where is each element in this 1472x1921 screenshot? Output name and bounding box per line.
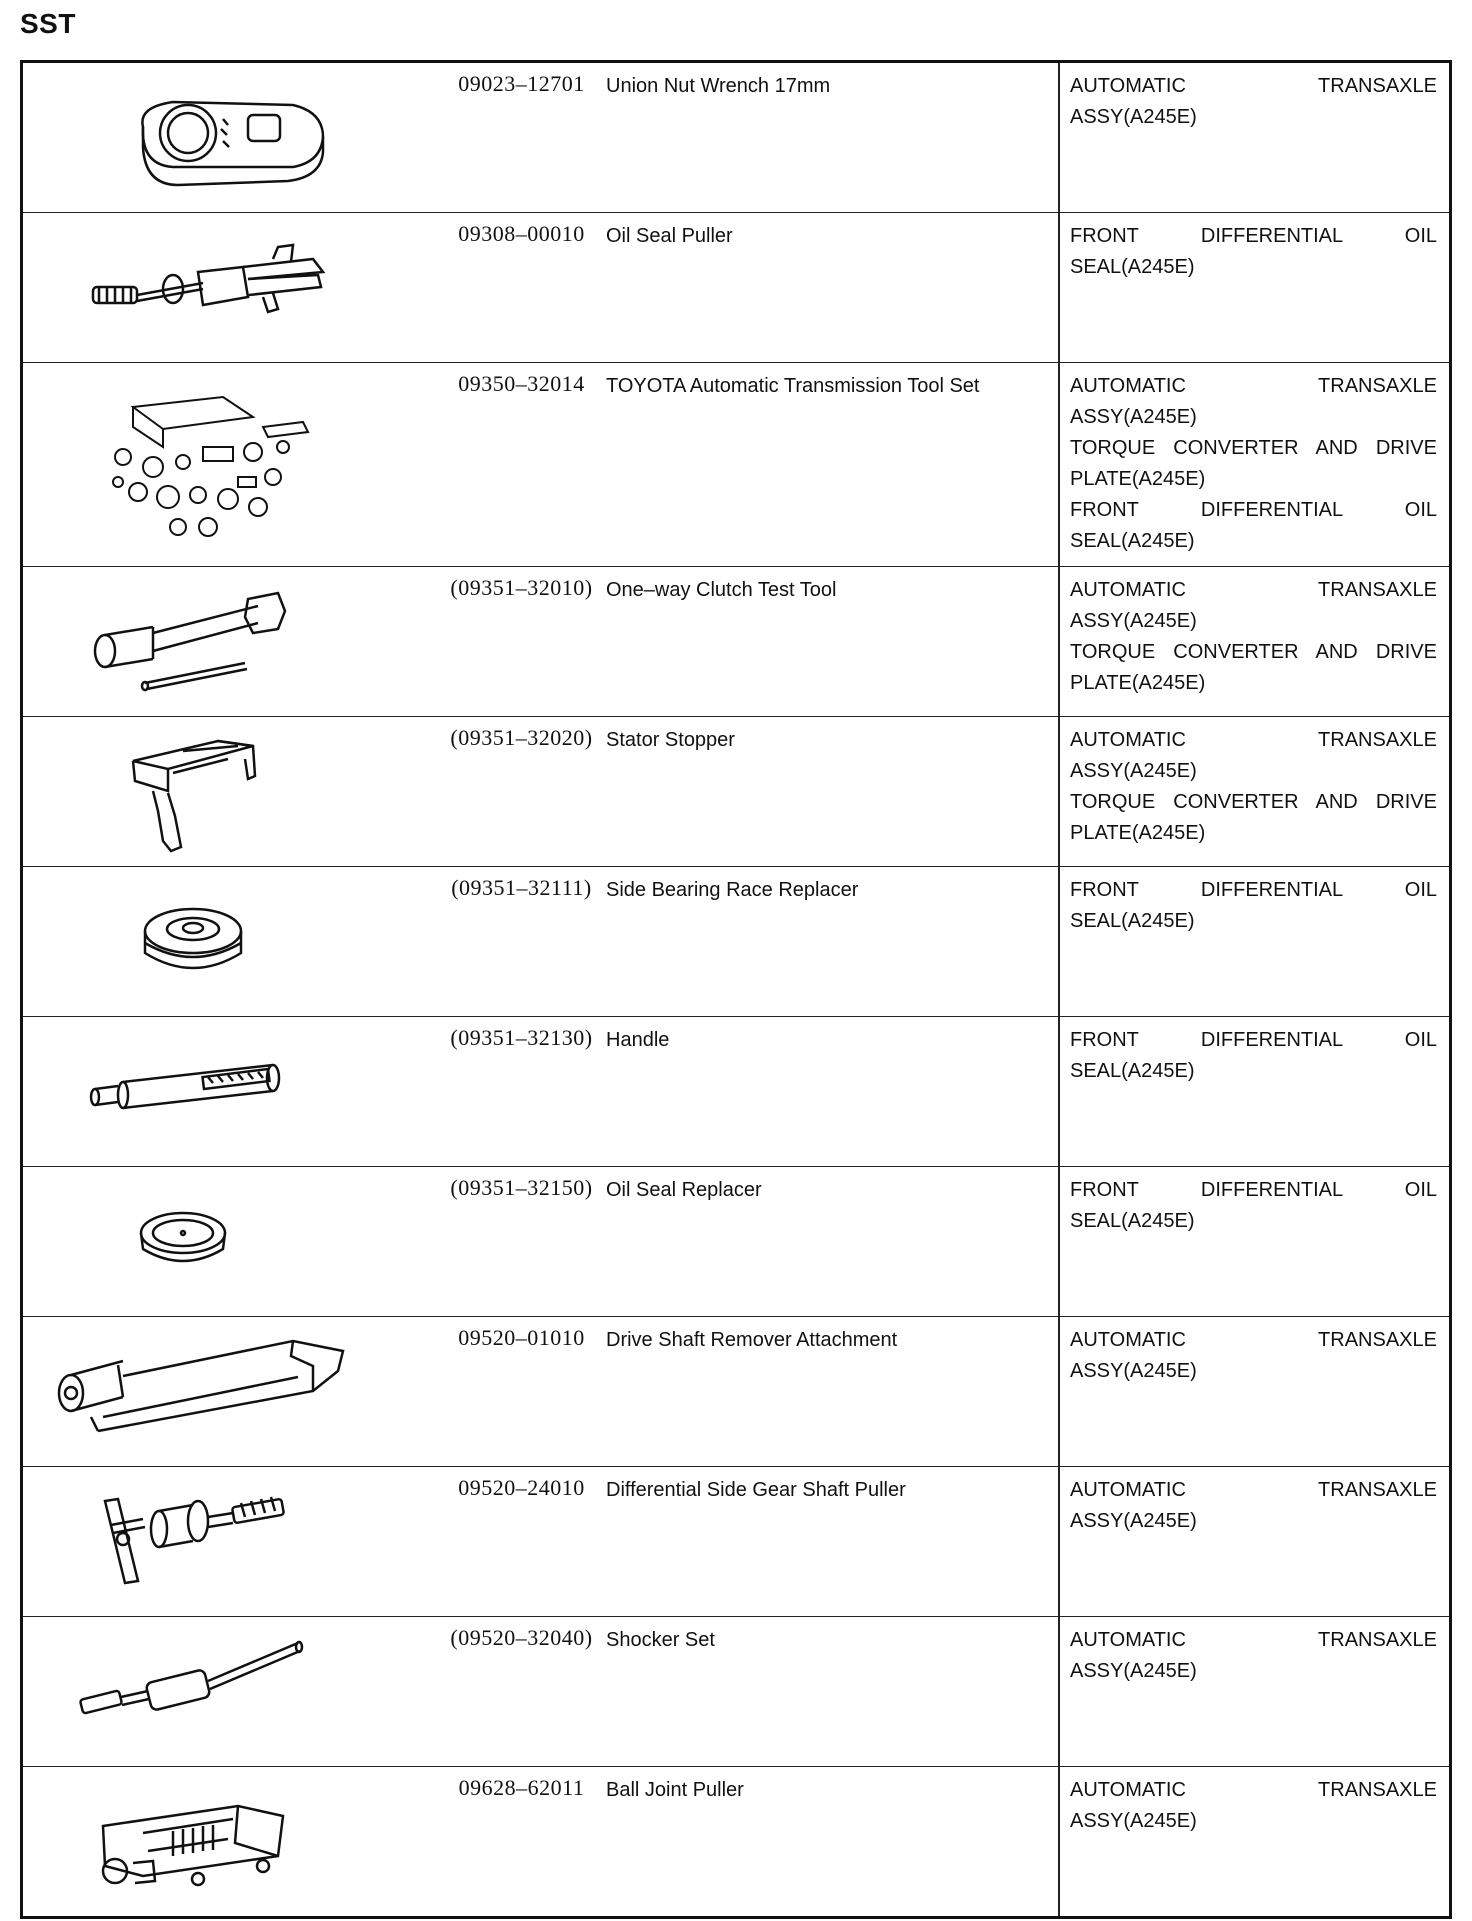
usage-reference-line: AUTOMATIC TRANSAXLE (1070, 375, 1437, 397)
usage-reference-cell (1059, 1017, 1451, 1167)
tool-name-cell (606, 1017, 1059, 1167)
part-number: 09520–01010 (458, 1325, 585, 1350)
tool-row (22, 1467, 1451, 1617)
usage-reference-line: ASSY(A245E) (1070, 610, 1197, 632)
tool-illustration-cell (22, 363, 444, 567)
tool-name: Side Bearing Race Replacer (606, 879, 859, 901)
part-number: (09351–32130) (450, 1025, 593, 1050)
usage-reference-cell (1059, 1767, 1451, 1918)
tool-name: Oil Seal Replacer (606, 1179, 762, 1201)
part-number: 09350–32014 (458, 371, 585, 396)
tool-name: TOYOTA Automatic Transmission Tool Set (606, 375, 980, 397)
tool-name: Differential Side Gear Shaft Puller (606, 1479, 906, 1501)
usage-reference-line: PLATE(A245E) (1070, 468, 1206, 490)
oil-seal-puller-icon (23, 213, 443, 362)
tool-name-cell (606, 213, 1059, 363)
usage-reference-line: ASSY(A245E) (1070, 1810, 1197, 1832)
usage-reference-line: AUTOMATIC TRANSAXLE (1070, 579, 1437, 601)
tool-name-cell (606, 1467, 1059, 1617)
tool-name-cell (606, 1167, 1059, 1317)
tool-row (22, 867, 1451, 1017)
part-number: (09351–32111) (451, 875, 592, 900)
gear-shaft-puller-icon (23, 1467, 443, 1616)
part-number-cell (443, 62, 606, 213)
part-number-cell (443, 867, 606, 1017)
tool-name-cell (606, 363, 1059, 567)
oil-seal-replacer-icon (23, 1167, 443, 1316)
part-number: 09628–62011 (458, 1775, 585, 1800)
sst-table (20, 60, 1452, 1919)
usage-reference-line: AUTOMATIC TRANSAXLE (1070, 1779, 1437, 1801)
tool-illustration-cell (22, 717, 444, 867)
usage-reference-line: SEAL(A245E) (1070, 256, 1195, 278)
usage-reference-line: FRONT DIFFERENTIAL OIL (1070, 499, 1437, 521)
usage-reference-line: FRONT DIFFERENTIAL OIL (1070, 879, 1437, 901)
usage-reference-line: TORQUE CONVERTER AND DRIVE (1070, 437, 1437, 459)
part-number-cell (443, 1767, 606, 1918)
union-nut-wrench-icon (23, 63, 443, 212)
tool-name: Stator Stopper (606, 729, 735, 751)
usage-reference-line: AUTOMATIC TRANSAXLE (1070, 1629, 1437, 1651)
part-number-cell (443, 1317, 606, 1467)
tool-name-cell (606, 1617, 1059, 1767)
usage-reference-line: AUTOMATIC TRANSAXLE (1070, 1329, 1437, 1351)
drive-shaft-attachment-icon (23, 1317, 443, 1466)
tool-name: Drive Shaft Remover Attachment (606, 1329, 898, 1351)
tool-illustration-cell (22, 213, 444, 363)
stator-stopper-icon (23, 717, 443, 866)
usage-reference-line: FRONT DIFFERENTIAL OIL (1070, 225, 1437, 247)
tool-row (22, 1767, 1451, 1918)
usage-reference-line: SEAL(A245E) (1070, 1060, 1195, 1082)
usage-reference-cell (1059, 867, 1451, 1017)
tool-name: Union Nut Wrench 17mm (606, 75, 831, 97)
usage-reference-line: ASSY(A245E) (1070, 106, 1197, 128)
usage-reference-cell (1059, 363, 1451, 567)
tool-name: One–way Clutch Test Tool (606, 579, 837, 601)
tool-name: Shocker Set (606, 1629, 715, 1651)
usage-reference-line: SEAL(A245E) (1070, 530, 1195, 552)
usage-reference-cell (1059, 1617, 1451, 1767)
usage-reference-cell (1059, 717, 1451, 867)
usage-reference-cell (1059, 213, 1451, 363)
usage-reference-line: PLATE(A245E) (1070, 672, 1206, 694)
usage-reference-cell (1059, 567, 1451, 717)
part-number-cell (443, 1017, 606, 1167)
tool-row (22, 1167, 1451, 1317)
tool-illustration-cell (22, 1317, 444, 1467)
page-title: SST (20, 8, 76, 39)
race-replacer-icon (23, 867, 443, 1016)
tool-illustration-cell (22, 62, 444, 213)
tool-name: Handle (606, 1029, 670, 1051)
tool-illustration-cell (22, 1767, 444, 1918)
usage-reference-line: FRONT DIFFERENTIAL OIL (1070, 1179, 1437, 1201)
usage-reference-cell (1059, 1317, 1451, 1467)
part-number: (09351–32150) (450, 1175, 593, 1200)
handle-icon (23, 1017, 443, 1166)
part-number: 09023–12701 (458, 71, 585, 96)
usage-reference-line: ASSY(A245E) (1070, 1360, 1197, 1382)
part-number: (09351–32020) (450, 725, 593, 750)
shocker-set-icon (23, 1617, 443, 1766)
tool-illustration-cell (22, 567, 444, 717)
part-number-cell (443, 1467, 606, 1617)
tool-name-cell (606, 1317, 1059, 1467)
part-number: 09308–00010 (458, 221, 585, 246)
usage-reference-line: ASSY(A245E) (1070, 1510, 1197, 1532)
usage-reference-cell (1059, 1167, 1451, 1317)
part-number: (09520–32040) (450, 1625, 593, 1650)
part-number-cell (443, 567, 606, 717)
part-number-cell (443, 1167, 606, 1317)
tool-row (22, 567, 1451, 717)
part-number-cell (443, 717, 606, 867)
tool-illustration-cell (22, 1017, 444, 1167)
tool-row (22, 1617, 1451, 1767)
tool-set-icon (23, 363, 443, 566)
tool-row (22, 363, 1451, 567)
tool-name: Ball Joint Puller (606, 1779, 744, 1801)
clutch-test-tool-icon (23, 567, 443, 716)
tool-name-cell (606, 1767, 1059, 1918)
usage-reference-line: AUTOMATIC TRANSAXLE (1070, 1479, 1437, 1501)
tool-name-cell (606, 62, 1059, 213)
usage-reference-line: TORQUE CONVERTER AND DRIVE (1070, 791, 1437, 813)
tool-row (22, 62, 1451, 213)
tool-name-cell (606, 717, 1059, 867)
part-number: 09520–24010 (458, 1475, 585, 1500)
part-number: (09351–32010) (450, 575, 593, 600)
usage-reference-line: SEAL(A245E) (1070, 1210, 1195, 1232)
usage-reference-cell (1059, 1467, 1451, 1617)
part-number-cell (443, 213, 606, 363)
usage-reference-cell (1059, 62, 1451, 213)
tool-name-cell (606, 567, 1059, 717)
tool-row (22, 717, 1451, 867)
tool-name: Oil Seal Puller (606, 225, 733, 247)
tool-illustration-cell (22, 867, 444, 1017)
usage-reference-line: ASSY(A245E) (1070, 1660, 1197, 1682)
usage-reference-line: SEAL(A245E) (1070, 910, 1195, 932)
part-number-cell (443, 1617, 606, 1767)
usage-reference-line: AUTOMATIC TRANSAXLE (1070, 729, 1437, 751)
usage-reference-line: ASSY(A245E) (1070, 760, 1197, 782)
tool-row (22, 213, 1451, 363)
usage-reference-line: TORQUE CONVERTER AND DRIVE (1070, 641, 1437, 663)
usage-reference-line: PLATE(A245E) (1070, 822, 1206, 844)
usage-reference-line: AUTOMATIC TRANSAXLE (1070, 75, 1437, 97)
usage-reference-line: FRONT DIFFERENTIAL OIL (1070, 1029, 1437, 1051)
tool-name-cell (606, 867, 1059, 1017)
usage-reference-line: ASSY(A245E) (1070, 406, 1197, 428)
part-number-cell (443, 363, 606, 567)
tool-row (22, 1317, 1451, 1467)
tool-row (22, 1017, 1451, 1167)
tool-illustration-cell (22, 1167, 444, 1317)
tool-illustration-cell (22, 1467, 444, 1617)
tool-illustration-cell (22, 1617, 444, 1767)
ball-joint-puller-icon (23, 1767, 443, 1916)
